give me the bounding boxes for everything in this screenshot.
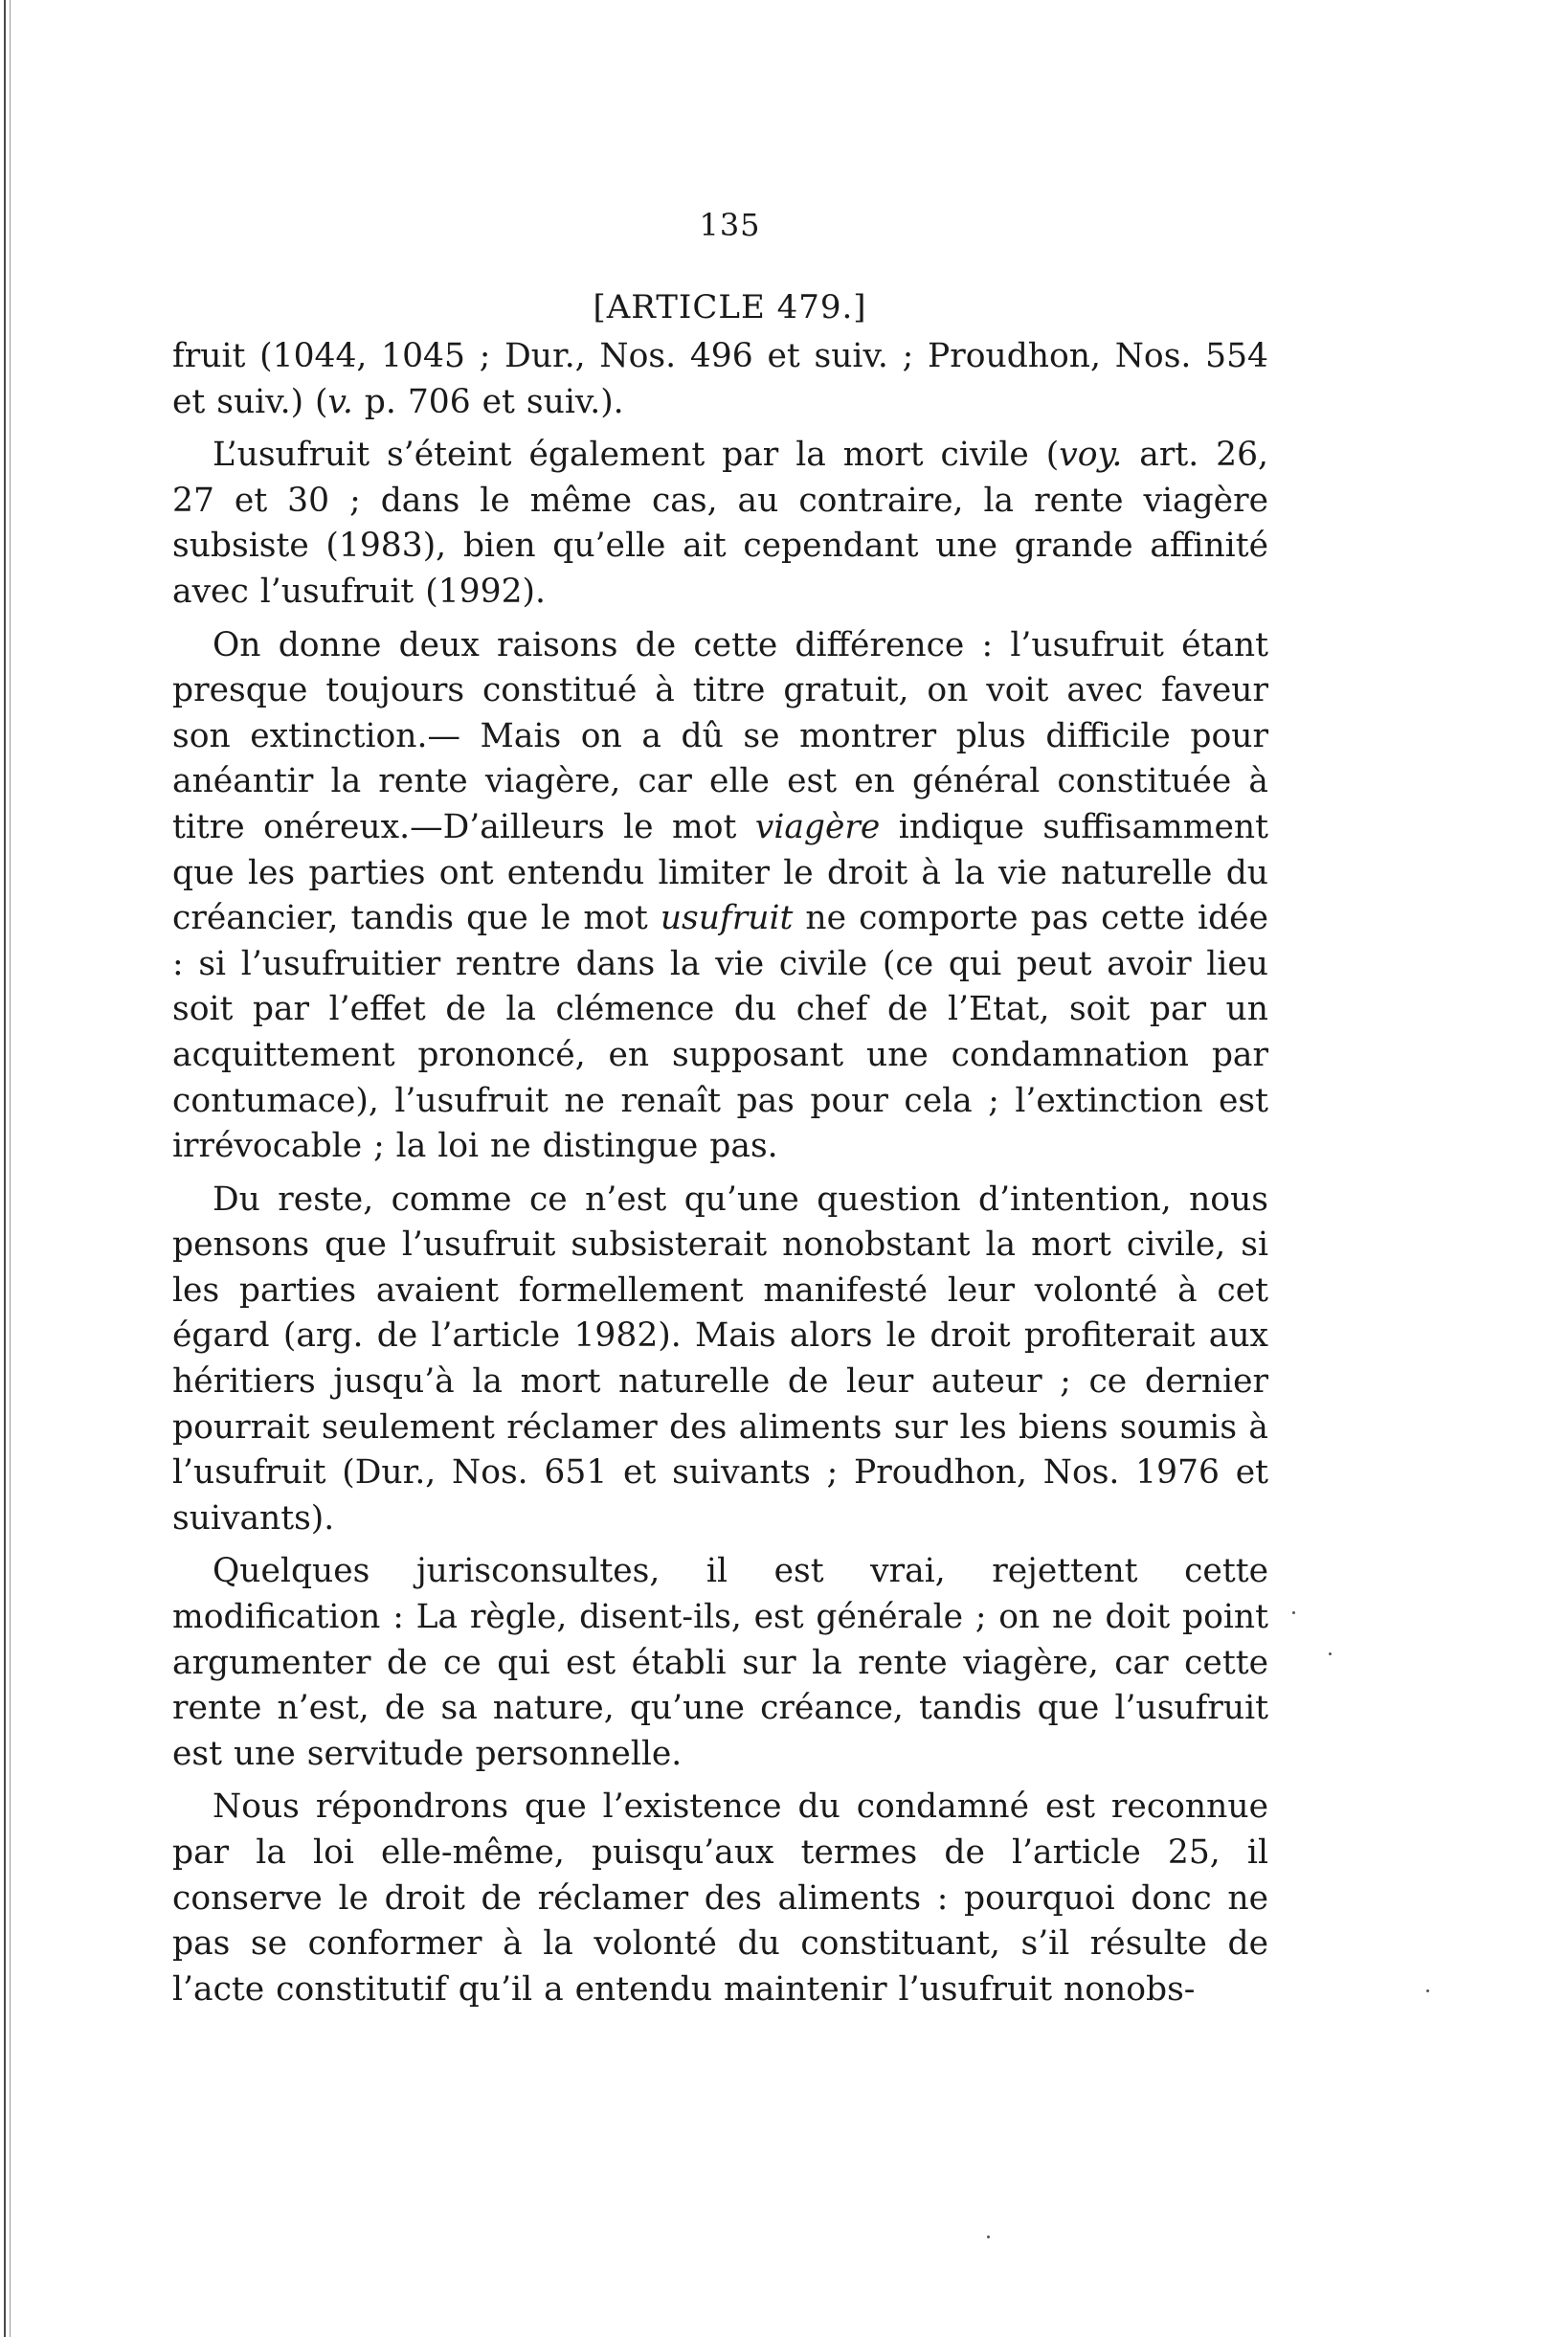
scan-speck: [987, 2236, 990, 2238]
scan-margin-line: [4, 0, 6, 2337]
scan-speck: [1292, 1611, 1295, 1614]
book-page: [172, 206, 1268, 2020]
paragraph: Nous répondrons que l’existence du condamné est reconnue par la loi elle-même, puisqu’aux termes de l’article 25, il conserve le droit de réclamer des aliments : pourquoi donc ne pas se conformer à la volonté du constituant, s’il résulte de l’acte constitutif qu’il a entendu maintenir l’usufruit nonobs-: [172, 1787, 1268, 2009]
article-heading: [ARTICLE 479.]: [593, 288, 867, 326]
scan-speck: [1426, 1989, 1429, 1992]
paragraph: L’usufruit s’éteint également par la mort civile (voy. art. 26, 27 et 30 ; dans le même cas, au contraire, la rente viagère subsiste (1983), bien qu’elle ait cependant une grande affinité avec l’usufruit (1992).: [172, 436, 1268, 611]
paragraph: Quelques jurisconsultes, il est vrai, rejettent cette modification : La règle, disent-ils, est générale ; on ne doit point argumenter de ce qui est établi sur la rente viagère, car cette rente n’est, de sa nature, qu’une créance, tandis que l’usufruit est une servitude personnelle.: [172, 1552, 1268, 1773]
scan-margin-line-secondary: [10, 0, 11, 2337]
paragraph: Du reste, comme ce n’est qu’une question d’intention, nous pensons que l’usufruit subsisterait nonobstant la mort civile, si les parties avaient formellement manifesté leur volonté à cet égard (arg. de l’article 1982). Mais alors le droit profiterait aux héritiers jusqu’à la mort naturelle de leur auteur ; ce dernier pourrait seulement réclamer des aliments sur les biens soumis à l’usufruit (Dur., Nos. 651 et suivants ; Proudhon, Nos. 1976 et suivants).: [172, 1180, 1268, 1538]
paragraph: fruit (1044, 1045 ; Dur., Nos. 496 et suiv. ; Proudhon, Nos. 554 et suiv.) (v. p. 706 et suiv.).: [172, 337, 1268, 421]
body-text: [172, 334, 1268, 2012]
page-number: 135: [699, 207, 761, 243]
paragraph: On donne deux raisons de cette différence : l’usufruit étant presque toujours constitué à titre gratuit, on voit avec faveur son extinction.— Mais on a dû se montrer plus difficile pour anéantir la rente viagère, car elle est en général constituée à titre onéreux.—D’ailleurs le mot viagère indique suffisamment que les parties ont entendu limiter le droit à la vie naturelle du créancier, tandis que le mot usufruit ne comporte pas cette idée : si l’usufruitier rentre dans la vie civile (ce qui peut avoir lieu soit par l’effet de la clémence du chef de l’Etat, soit par un acquittement prononcé, en supposant une condamnation par contumace), l’usufruit ne renaît pas pour cela ; l’extinction est irrévocable ; la loi ne distingue pas.: [172, 625, 1268, 1166]
scan-speck: [1329, 1652, 1332, 1655]
